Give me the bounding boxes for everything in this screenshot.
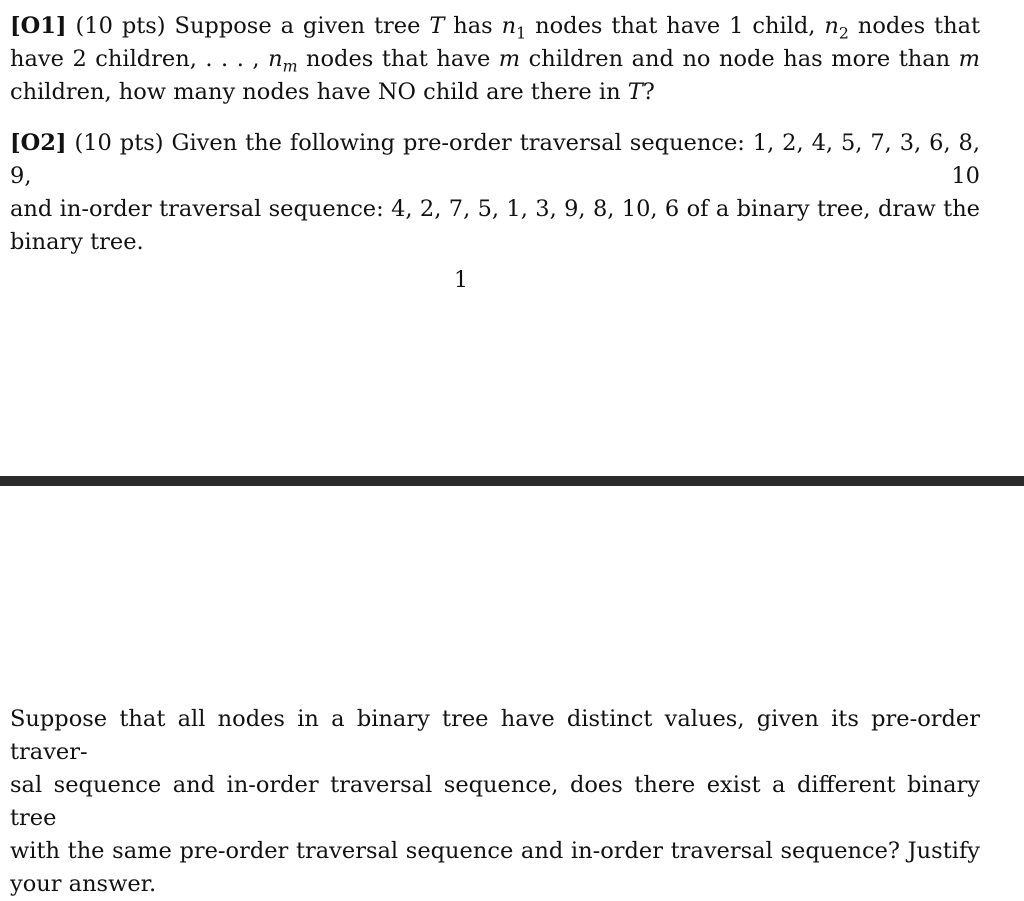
question-1-points: (10 pts) bbox=[75, 13, 166, 39]
question-2-text: Given the following pre-order traversal sequence: bbox=[171, 130, 745, 156]
question-2-id: [O2] bbox=[10, 130, 67, 156]
question-1-text: nodes that have bbox=[306, 46, 491, 72]
question-3-line: your answer. bbox=[10, 871, 157, 897]
question-1-text: children, how many nodes have NO child are there in bbox=[10, 79, 621, 105]
preorder-sequence: 1, 2, 4, 5, 7, 3, 6, 8, 9, 10 bbox=[10, 130, 980, 189]
page-divider bbox=[0, 476, 1024, 486]
question-3-line: sal sequence and in-order traversal sequence, does there exist a different binary tree bbox=[10, 772, 980, 831]
inorder-sequence: 4, 2, 7, 5, 1, 3, 9, 8, 10, 6 bbox=[391, 196, 680, 222]
variable-n2: $n_2$ bbox=[824, 13, 849, 43]
page-number: 1 bbox=[454, 268, 468, 293]
question-1-text: nodes that have 1 child, bbox=[535, 13, 816, 39]
question-3 bbox=[10, 703, 980, 901]
question-1-text: nodes that bbox=[857, 13, 981, 39]
question-1-id: [O1] bbox=[10, 13, 67, 39]
question-2-text: of a binary tree, draw the bbox=[686, 196, 980, 222]
variable-m: m bbox=[958, 46, 980, 72]
question-3-line: with the same pre-order traversal sequence and in-order traversal sequence? Justify bbox=[10, 838, 980, 864]
question-2-points: (10 pts) bbox=[74, 130, 164, 156]
question-2-text: binary tree. bbox=[10, 229, 144, 255]
variable-nm: $n_m$ bbox=[268, 46, 298, 76]
question-1-text: Suppose a given tree bbox=[174, 13, 421, 39]
variable-n1: $n_1$ bbox=[501, 13, 527, 43]
variable-T: T bbox=[429, 13, 445, 39]
variable-m: m bbox=[498, 46, 521, 72]
question-1-text: children and no node has more than bbox=[528, 46, 951, 72]
question-1-text: ? bbox=[642, 79, 655, 105]
question-3-line: Suppose that all nodes in a binary tree have distinct values, given its pre-order traver- bbox=[10, 706, 980, 765]
question-1-text: have 2 children, . . . , bbox=[10, 46, 260, 72]
variable-T: T bbox=[627, 79, 643, 105]
question-1 bbox=[10, 10, 980, 109]
question-2-text: and in-order traversal sequence: bbox=[10, 196, 384, 222]
question-2 bbox=[10, 127, 980, 259]
question-1-text: has bbox=[453, 13, 493, 39]
